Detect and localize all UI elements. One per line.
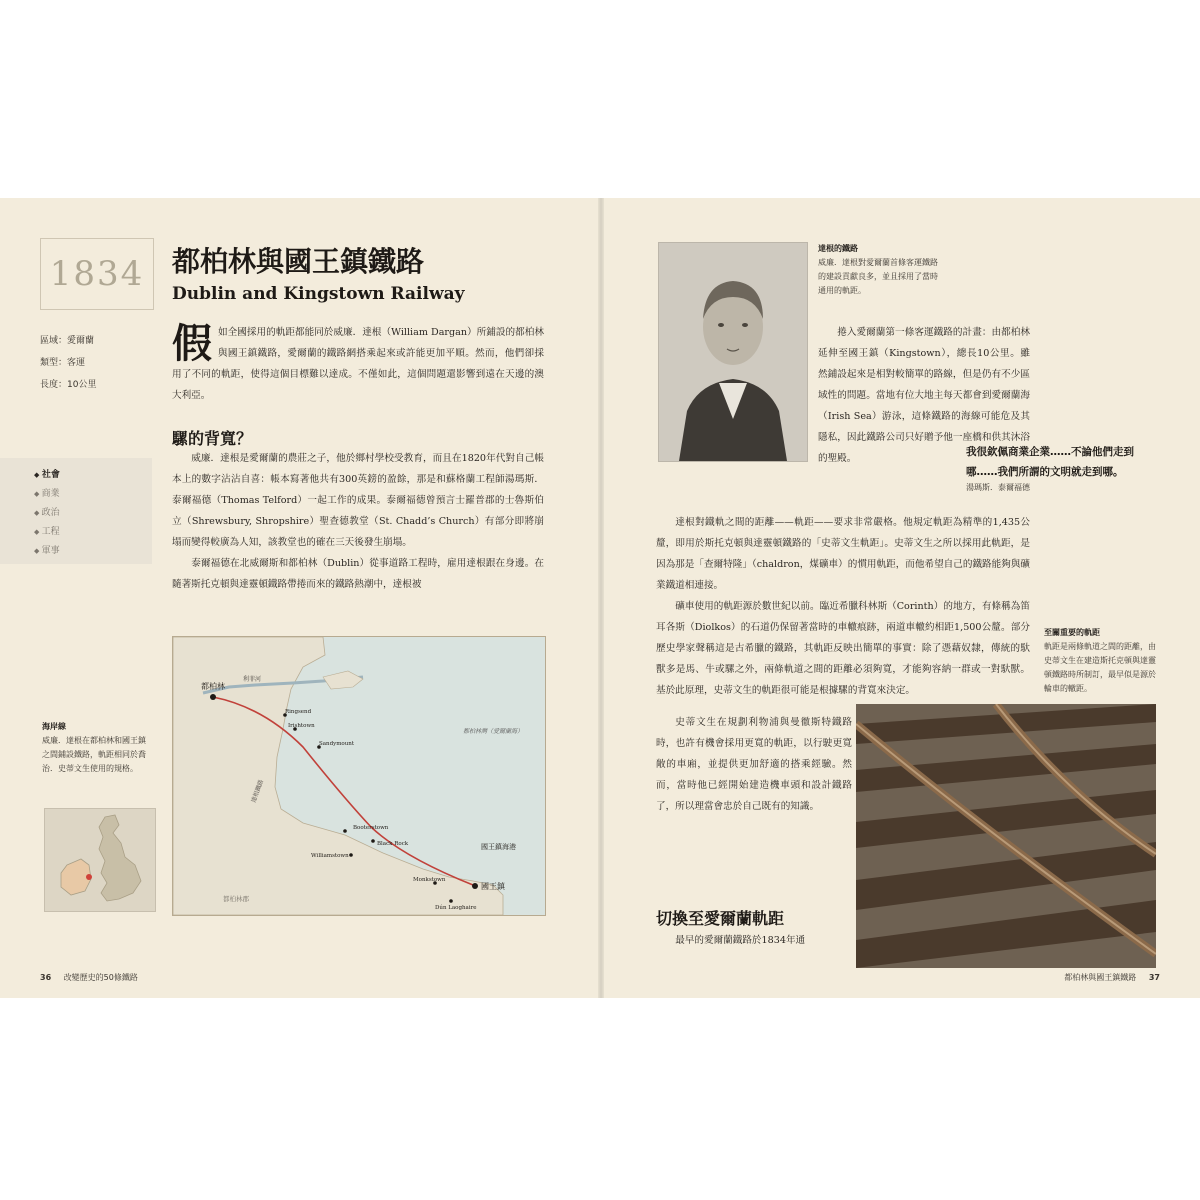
drop-cap: 假 [172, 320, 212, 367]
map-label-williamstown: Williamstown [311, 853, 349, 859]
footer-left [40, 972, 138, 983]
map-label-sandymount: Sandymount [319, 741, 355, 747]
map-caption-text: 威廉．達根在都柏林和國王鎮之間鋪設鐵路，軌距相同於喬治．史蒂文生使用的規格。 [42, 736, 146, 773]
map-label-harbour: 國王鎮海港 [481, 843, 516, 851]
map-label-county: 都柏林郡 [223, 895, 249, 903]
tag-engineering: ◆ 工程 [34, 523, 152, 542]
portrait-caption [818, 242, 938, 298]
subhead-irish-gauge: 切換至愛爾蘭軌距 [656, 909, 785, 928]
meta-type: 類型：客運 [40, 358, 86, 368]
map-label-liffey: 利菲河 [243, 676, 262, 683]
page-title-zh: 都柏林與國王鎮鐵路 [172, 245, 425, 278]
map-label-dublin: 都柏林 [201, 682, 225, 691]
map-label-blackrock: Black Rock [377, 841, 409, 847]
dublin-railway-map [172, 636, 546, 916]
book-gutter [598, 198, 604, 998]
page-title-en: Dublin and Kingstown Railway [172, 284, 465, 304]
tag-society: ◆ 社會 [34, 466, 152, 485]
body-right-3 [656, 596, 1030, 701]
intro-paragraph [172, 322, 544, 406]
railway-track-photo [856, 704, 1156, 968]
portrait-caption-title: 達根的鐵路 [818, 244, 858, 253]
paragraph: 最早的愛爾蘭鐵路於1834年通 [675, 935, 806, 946]
quote-attribution: 湯瑪斯．泰爾福德 [966, 483, 1030, 492]
tag-politics: ◆ 政治 [34, 504, 152, 523]
map-label-kingstown: 國王鎮 [481, 882, 505, 891]
book-title: 改變歷史的50條鐵路 [63, 973, 138, 982]
tag-military: ◆ 軍事 [34, 542, 152, 561]
tag-commerce: ◆ 商業 [34, 485, 152, 504]
subhead-mule-width: 騾的背寬？ [172, 429, 253, 448]
map-label-irishtown: Irishtown [288, 723, 315, 729]
meta-info [40, 330, 96, 396]
pull-quote [966, 442, 1156, 493]
page-number-right: 37 [1148, 973, 1160, 982]
body-right-4 [656, 712, 852, 817]
intro-text: 如全國採用的軌距都能同於威廉．達根（William Dargan）所鋪設的都柏林與國王鎮鐵路，愛爾蘭的鐵路網搭乘起來或許能更加平順。然而，他們卻採用了不同的軌距，使得這個目標難以達成。不僅如此，這個問題還影響到遠在天邊的澳大利亞。 [172, 327, 544, 401]
portrait-caption-text: 威廉．達根對愛爾蘭首條客運鐵路的建設貢獻良多，並且採用了當時通用的軌距。 [818, 258, 938, 295]
body-right-2 [656, 512, 1030, 596]
portrait-william-dargan [658, 242, 808, 462]
map-label-ringsend: Ringsend [285, 709, 312, 715]
track-caption-title: 至關重要的軌距 [1044, 628, 1100, 637]
body-right-5 [656, 930, 852, 951]
inset-map-britain-ireland [44, 808, 156, 912]
paragraph: 捲入愛爾蘭第一條客運鐵路的計畫：由都柏林延伸至國王鎮（Kingstown），總長10公里。雖然鋪設起來是相對較簡單的路線，但是仍有不少區域性的問題。當地有位大地主每天都會到愛爾蘭海（Irish Sea）游泳，這條鐵路的海線可能危及其隱私，因此鐵路公司只好贈予他一座橋和供其沐浴的聖殿。 [818, 327, 1030, 464]
year-box: 1834 [40, 238, 154, 310]
meta-length: 長度：10公里 [40, 380, 97, 390]
body-left-1 [172, 448, 544, 595]
map-label-bay: 都柏林灣（愛爾蘭海） [463, 728, 524, 735]
map-label-dunleary: Dún Laoghaire [435, 905, 477, 911]
paragraph: 礦車使用的軌距源於數世紀以前。臨近希臘科林斯（Corinth）的地方，有條稱為笛耳各斯（Diolkos）的石道仍保留著當時的車轍痕跡，兩道車轍約相距1,500公釐。部分歷史學家聲稱這是古希臘的鐵路，其軌距反映出簡單的事實：除了憑藉奴隸，傳統的馱獸多是馬、牛或騾之外，兩條軌道之間的距離必須夠寬，才能夠容納一群或一對馱獸。基於此原理，史蒂文生的軌距很可能是根據騾的背寬來決定。 [656, 601, 1030, 696]
track-caption-text: 軌距是兩條軌道之間的距離，由史蒂文生在建造斯托克頓與達靈頓鐵路時所制訂，最早似是源於輪車的轍距。 [1044, 642, 1156, 693]
map-label-railway: 達根鐵路 [250, 778, 266, 804]
paragraph: 史蒂文生在規劃利物浦與曼徹斯特鐵路時，也許有機會採用更寬的軌距，以行駛更寬敞的車廂，並提供更加舒適的搭乘經驗。然而，當時他已經開始建造機車頭和設計鐵路了，所以理當會忠於自己既有的知識。 [656, 717, 852, 812]
map-caption [42, 720, 152, 776]
chapter-title: 都柏林與國王鎮鐵路 [1064, 973, 1137, 982]
paragraph: 達根對鐵軌之間的距離——軌距——要求非常嚴格。他規定軌距為精準的1,435公釐，即用於斯托克頓與達靈頓鐵路的「史蒂文生軌距」。史蒂文生之所以採用此軌距，是因為那是「查爾特隆」（chaldron，煤礦車）的慣用軌距，而他希望自己的鐵路能夠與礦業鐵道相連接。 [656, 517, 1031, 591]
meta-region: 區域：愛爾蘭 [40, 336, 95, 346]
page-number-left: 36 [40, 973, 52, 982]
quote-text: 我很欽佩商業企業……不論他們走到哪……我們所謂的文明就走到哪。 [966, 446, 1134, 478]
footer-right [1064, 972, 1160, 983]
category-tags [0, 458, 152, 564]
map-label-booterstown: Booterstown [353, 825, 389, 831]
map-caption-title: 海岸線 [42, 722, 66, 731]
paragraph: 威廉．達根是愛爾蘭的農莊之子，他於鄉村學校受教育，而且在1820年代對自己帳本上的數字沾沾自喜：帳本寫著他共有300英鎊的盈餘，那是和蘇格蘭工程師湯瑪斯．泰爾福德（Thomas Telford）一起工作的成果。泰爾福德曾預言士羅普郡的士魯斯伯立（Shrewsbury, Shropshire）聖查德教堂（St. Chadd’s Church）有部分即將崩塌而變得較廣為人知，該教堂也的確在三天後發生崩塌。 [172, 453, 544, 548]
map-label-monkstown: Monkstown [413, 877, 446, 883]
paragraph: 泰爾福德在北威爾斯和都柏林（Dublin）從事道路工程時，雇用達根跟在身邊。在隨著斯托克頓與達靈頓鐵路帶捲而來的鐵路熱潮中，達根被 [172, 558, 544, 590]
track-caption [1044, 626, 1160, 696]
